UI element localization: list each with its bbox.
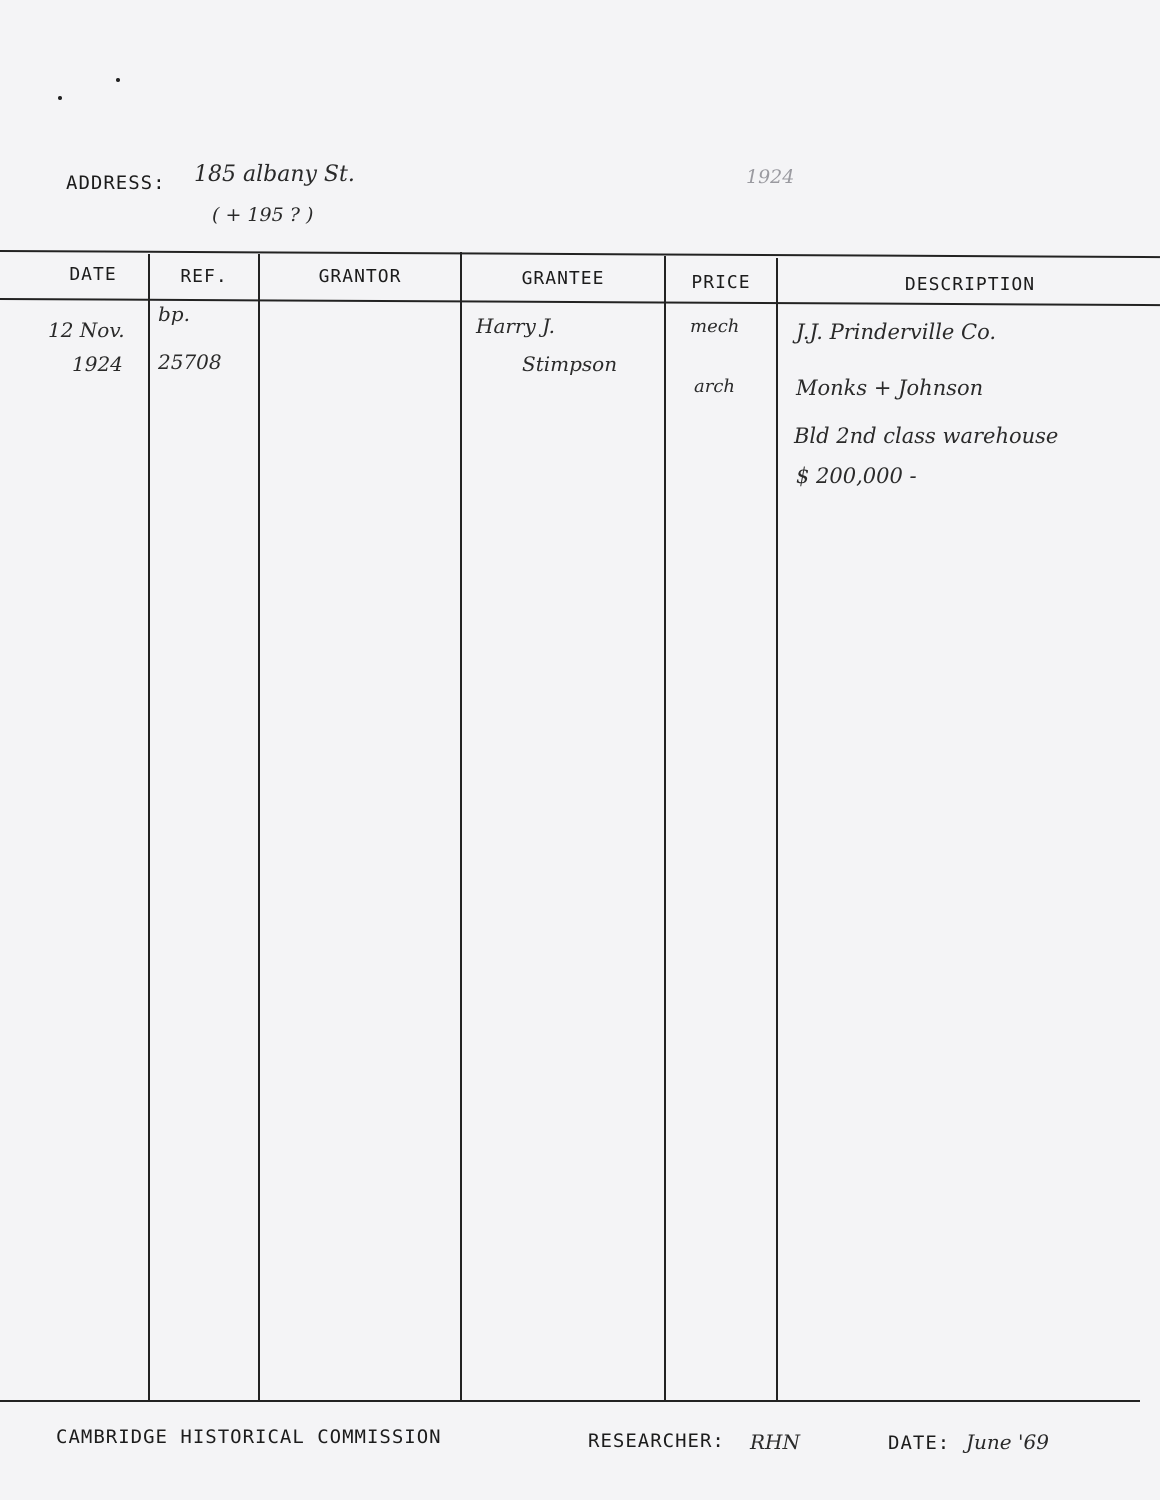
- researcher-label: RESEARCHER:: [588, 1430, 725, 1452]
- header-ref: REF.: [180, 266, 228, 287]
- header-grantor: GRANTOR: [318, 266, 402, 287]
- stray-mark: [58, 96, 62, 100]
- row-description-line: Bld 2nd class warehouse: [794, 424, 1059, 448]
- row-grantee-surname: Stimpson: [522, 352, 618, 376]
- row-ref: bp.: [158, 302, 190, 326]
- address-value: 185 albany St.: [194, 162, 355, 187]
- header-grantee: GRANTEE: [521, 268, 605, 289]
- column-divider: [148, 254, 150, 1402]
- year-note: 1924: [746, 166, 795, 188]
- column-divider: [258, 254, 260, 1402]
- column-divider: [776, 258, 778, 1402]
- header-price: PRICE: [691, 272, 751, 293]
- footer-date-label: DATE:: [888, 1432, 951, 1454]
- row-date-year: 1924: [72, 352, 123, 376]
- row-date: 12 Nov.: [48, 318, 125, 342]
- row-price-note: mech: [690, 316, 740, 337]
- column-divider: [664, 256, 666, 1402]
- header-description: DESCRIPTION: [904, 274, 1036, 295]
- row-price-note-2: arch: [694, 376, 736, 397]
- footer-organization: CAMBRIDGE HISTORICAL COMMISSION: [56, 1426, 442, 1448]
- column-divider: [460, 252, 462, 1402]
- footer-date-value: June '69: [966, 1430, 1049, 1454]
- row-grantee: Harry J.: [476, 314, 555, 338]
- researcher-value: RHN: [750, 1430, 800, 1454]
- header-date: DATE: [69, 264, 117, 285]
- address-label: ADDRESS:: [66, 172, 166, 194]
- row-description-line: J.J. Prinderville Co.: [796, 320, 997, 344]
- address-value-alt: ( + 195 ? ): [212, 204, 314, 226]
- table-bottom-border: [0, 1400, 1140, 1402]
- stray-mark: [116, 78, 120, 82]
- row-ref-number: 25708: [158, 350, 222, 374]
- table-top-border: [0, 250, 1160, 258]
- row-description-line: $ 200,000 -: [796, 464, 917, 488]
- row-description-line: Monks + Johnson: [796, 376, 984, 400]
